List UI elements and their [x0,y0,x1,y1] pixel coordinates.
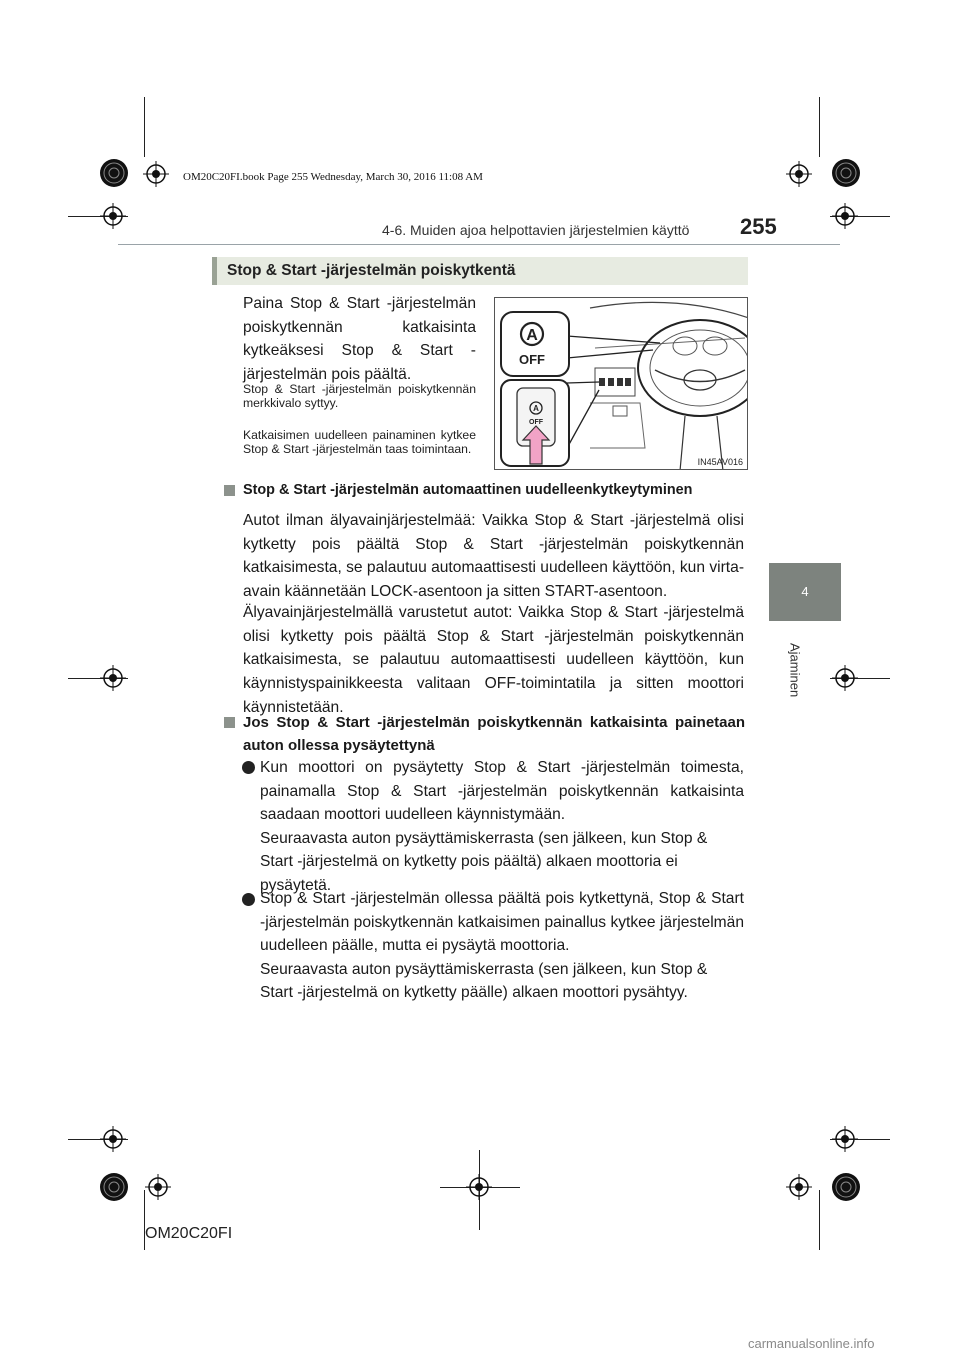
dashboard-drawing [495,298,748,470]
bullet-item [260,756,744,898]
starburst-mark-icon [99,1172,129,1202]
paragraph: Autot ilman älyavainjärjestelmää: Vaikka Stop & Start -järjestelmä olisi kytketty pois päältä Stop & Start -järjestelmän poiskytkennän katkaisimesta, se palautuu automaattisesti uudelleen käyttöön, kun virta-avain käännetään LOCK-asentoon ja sitten START-asentoon. [243,512,745,601]
bullet-followup: Seuraavasta auton pysäyttämiskerrasta (sen jälkeen, kun Stop & Start -järjestelmä on kytketty päälle) alkaen moottori pysähtyy. [260,960,708,1002]
registration-mark-icon [100,203,126,229]
paragraph: Älyavainjärjestelmällä varustetut autot: Vaikka Stop & Start -järjestelmä olisi kytketty pois päältä Stop & Start -järjestelmän poiskytkennän katkaisimesta, se palautuu automaattisesti uudelleen käyttöön, kun käynnistyspainikkeesta valitaan OFF-toimintatila ja sitten moottori käynnistetään. [243,604,744,716]
subsection-title: Jos Stop & Start -järjestelmän poiskytkennän katkaisinta painetaan auton ollessa pysäytettynä [243,714,745,754]
chapter-label-text: Ajaminen [787,642,803,698]
chapter-tab [769,563,841,621]
figure-code: IN45AV016 [697,457,743,467]
button-icon-off: OFF [529,419,543,426]
starburst-mark-icon [831,158,861,188]
dashboard-illustration [494,297,748,470]
page-number: 255 [740,214,777,239]
registration-mark-icon [832,203,858,229]
section-marker-icon [224,485,235,496]
note: Stop & Start -järjestelmän poiskytkennän merkkivalo syttyy. [243,382,476,410]
section-title: Stop & Start -järjestelmän poiskytkentä [212,257,748,285]
bullet-icon [242,893,255,906]
registration-mark-icon [786,161,812,187]
auto-stop-icon-off: OFF [519,352,545,367]
starburst-mark-icon [99,158,129,188]
note: Katkaisimen uudelleen painaminen kytkee Stop & Start -järjestelmän taas toimintaan. [243,428,476,456]
chapter-label [769,630,821,710]
bullet-text: Kun moottori on pysäytetty Stop & Start -järjestelmän toimesta, painamalla Stop & Start -järjestelmän poiskytkennän katkaisinta saadaan moottori uudelleen käynnistymään. [260,759,744,824]
book-info: OM20C20FI.book Page 255 Wednesday, March 30, 2016 11:08 AM [183,171,483,183]
registration-mark-icon [100,1126,126,1152]
bullet-item [260,887,744,1005]
watermark: carmanualsonline.info [748,1336,875,1351]
starburst-mark-icon [831,1172,861,1202]
section-marker-icon [224,717,235,728]
registration-mark-icon [786,1174,812,1200]
bullet-text: Stop & Start -järjestelmän ollessa päältä pois kytkettynä, Stop & Start -järjestelmän poiskytkennän katkaisimen painallus kytkee järjestelmän uudelleen päälle, mutta ei pysäytä moottoria. [260,890,744,955]
registration-mark-icon [466,1174,492,1200]
registration-mark-icon [143,161,169,187]
header-rule [118,244,840,245]
auto-stop-icon-letter: A [526,327,538,344]
registration-mark-icon [100,665,126,691]
intro-paragraph: Paina Stop & Start -järjestelmän poiskytkennän katkaisinta kytkeäksesi Stop & Start -järjestelmän pois päältä. [243,295,476,383]
registration-mark-icon [832,1126,858,1152]
button-icon-letter: A [533,404,539,413]
running-head: 4-6. Muiden ajoa helpottavien järjestelmien käyttö [382,222,690,238]
bullet-icon [242,761,255,774]
registration-mark-icon [832,665,858,691]
bullet-followup: Seuraavasta auton pysäyttämiskerrasta (sen jälkeen, kun Stop & Start -järjestelmä on kytketty pois päältä) alkaen moottoria ei pysäytetä. [260,829,708,894]
chapter-number: 4 [801,584,809,599]
footer-code: OM20C20FI [145,1225,233,1242]
registration-mark-icon [145,1174,171,1200]
subsection-title: Stop & Start -järjestelmän automaattinen uudelleenkytkeytyminen [243,482,693,498]
